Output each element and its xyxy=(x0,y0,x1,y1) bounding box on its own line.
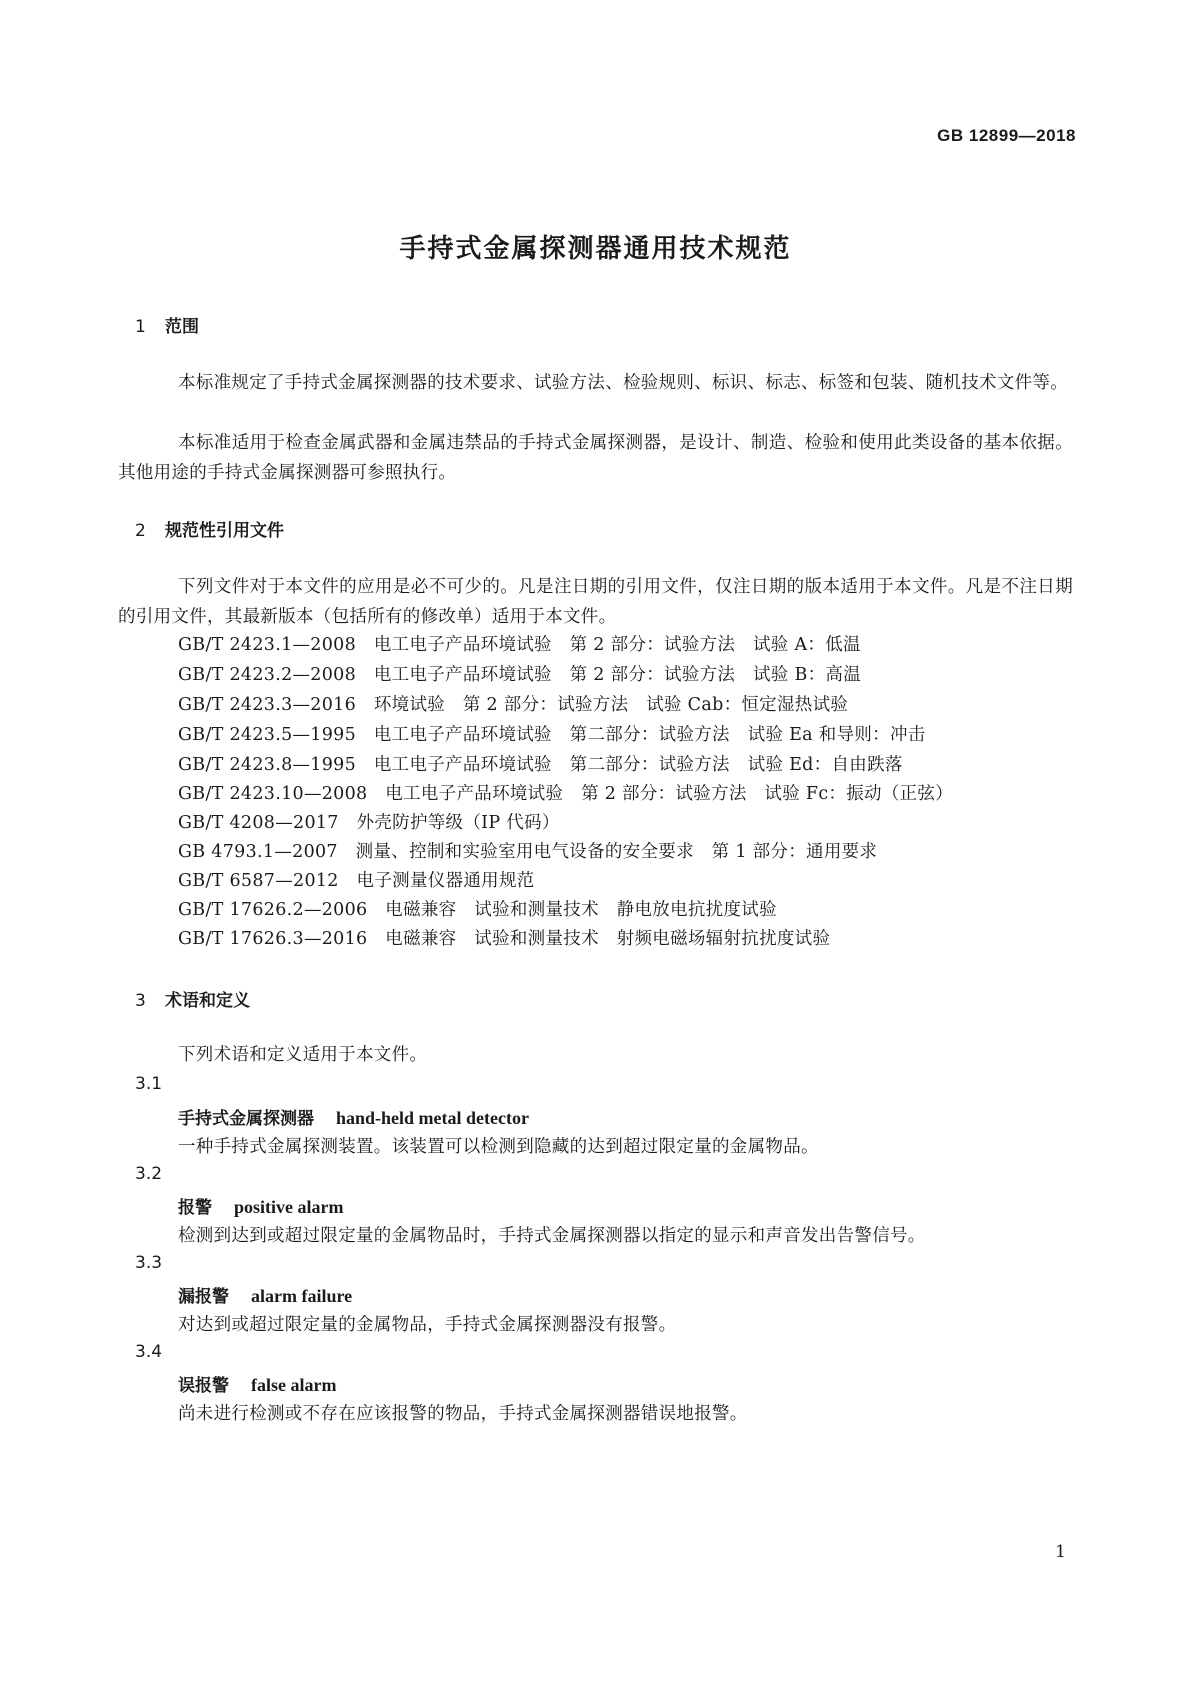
reference-item: GB/T 2423.2—2008 电工电子产品环境试验 第 2 部分：试验方法 试验 B：高温 xyxy=(178,665,862,685)
term-number: 3.2 xyxy=(135,1164,163,1184)
reference-item: GB/T 2423.5—1995 电工电子产品环境试验 第二部分：试验方法 试验 Ea 和导则：冲击 xyxy=(178,725,926,745)
reference-item: GB/T 2423.1—2008 电工电子产品环境试验 第 2 部分：试验方法 试验 A：低温 xyxy=(178,635,861,655)
reference-item: GB/T 4208—2017 外壳防护等级（IP 代码） xyxy=(178,813,560,833)
standard-code: GB 12899—2018 xyxy=(937,126,1076,145)
term-definition: 对达到或超过限定量的金属物品，手持式金属探测器没有报警。 xyxy=(178,1315,677,1335)
section-number: 2 xyxy=(135,521,146,541)
reference-item: GB/T 2423.3—2016 环境试验 第 2 部分：试验方法 试验 Cab：恒定湿热试验 xyxy=(178,695,849,715)
reference-item: GB/T 2423.10—2008 电工电子产品环境试验 第 2 部分：试验方法 试验 Fc：振动（正弦） xyxy=(178,784,954,804)
reference-item: GB 4793.1—2007 测量、控制和实验室用电气设备的安全要求 第 1 部分：通用要求 xyxy=(178,842,878,862)
document-title: 手持式金属探测器通用技术规范 xyxy=(399,234,792,264)
reference-item: GB/T 17626.3—2016 电磁兼容 试验和测量技术 射频电磁场辐射抗扰度试验 xyxy=(178,929,831,949)
term-name-zh: 报警 xyxy=(178,1198,212,1218)
section-number: 3 xyxy=(135,991,146,1011)
term-name-en: alarm failure xyxy=(251,1286,353,1306)
term-definition: 检测到达到或超过限定量的金属物品时，手持式金属探测器以指定的显示和声音发出告警信号。 xyxy=(178,1226,926,1246)
reference-item: GB/T 17626.2—2006 电磁兼容 试验和测量技术 静电放电抗扰度试验 xyxy=(178,900,777,920)
term-name-zh: 误报警 xyxy=(178,1376,229,1396)
paragraph: 本标准规定了手持式金属探测器的技术要求、试验方法、检验规则、标识、标志、标签和包装、随机技术文件等。 xyxy=(178,373,1068,393)
term-name-en: hand-held metal detector xyxy=(336,1108,529,1128)
reference-item: GB/T 2423.8—1995 电工电子产品环境试验 第二部分：试验方法 试验 Ed：自由跌落 xyxy=(178,755,903,775)
term-name-zh: 手持式金属探测器 xyxy=(178,1109,314,1129)
paragraph: 下列文件对于本文件的应用是必不可少的。凡是注日期的引用文件，仅注日期的版本适用于本文件。凡是不注日期的引用文件，其最新版本（包括所有的修改单）适用于本文件。 xyxy=(118,577,1073,627)
section-title: 规范性引用文件 xyxy=(165,521,284,541)
term-name xyxy=(178,1104,529,1129)
term-name xyxy=(178,1193,344,1218)
section-title: 范围 xyxy=(165,317,199,337)
term-number: 3.3 xyxy=(135,1253,163,1273)
paragraph: 下列术语和定义适用于本文件。 xyxy=(178,1045,428,1065)
section-heading-terms xyxy=(135,986,250,1011)
term-name-en: positive alarm xyxy=(234,1197,344,1217)
term-number: 3.1 xyxy=(135,1074,163,1094)
term-definition: 尚未进行检测或不存在应该报警的物品，手持式金属探测器错误地报警。 xyxy=(178,1404,748,1424)
section-heading-references xyxy=(135,516,284,541)
section-heading-scope xyxy=(135,312,199,337)
section-title: 术语和定义 xyxy=(165,991,250,1011)
term-definition: 一种手持式金属探测装置。该装置可以检测到隐藏的达到超过限定量的金属物品。 xyxy=(178,1137,819,1157)
term-name xyxy=(178,1371,336,1396)
term-name-zh: 漏报警 xyxy=(178,1287,229,1307)
term-number: 3.4 xyxy=(135,1342,163,1362)
term-name xyxy=(178,1282,352,1307)
term-name-en: false alarm xyxy=(251,1375,337,1395)
reference-item: GB/T 6587—2012 电子测量仪器通用规范 xyxy=(178,871,535,891)
page-number: 1 xyxy=(1055,1542,1066,1562)
paragraph: 本标准适用于检查金属武器和金属违禁品的手持式金属探测器，是设计、制造、检验和使用此类设备的基本依据。其他用途的手持式金属探测器可参照执行。 xyxy=(118,433,1073,483)
section-number: 1 xyxy=(135,317,146,337)
